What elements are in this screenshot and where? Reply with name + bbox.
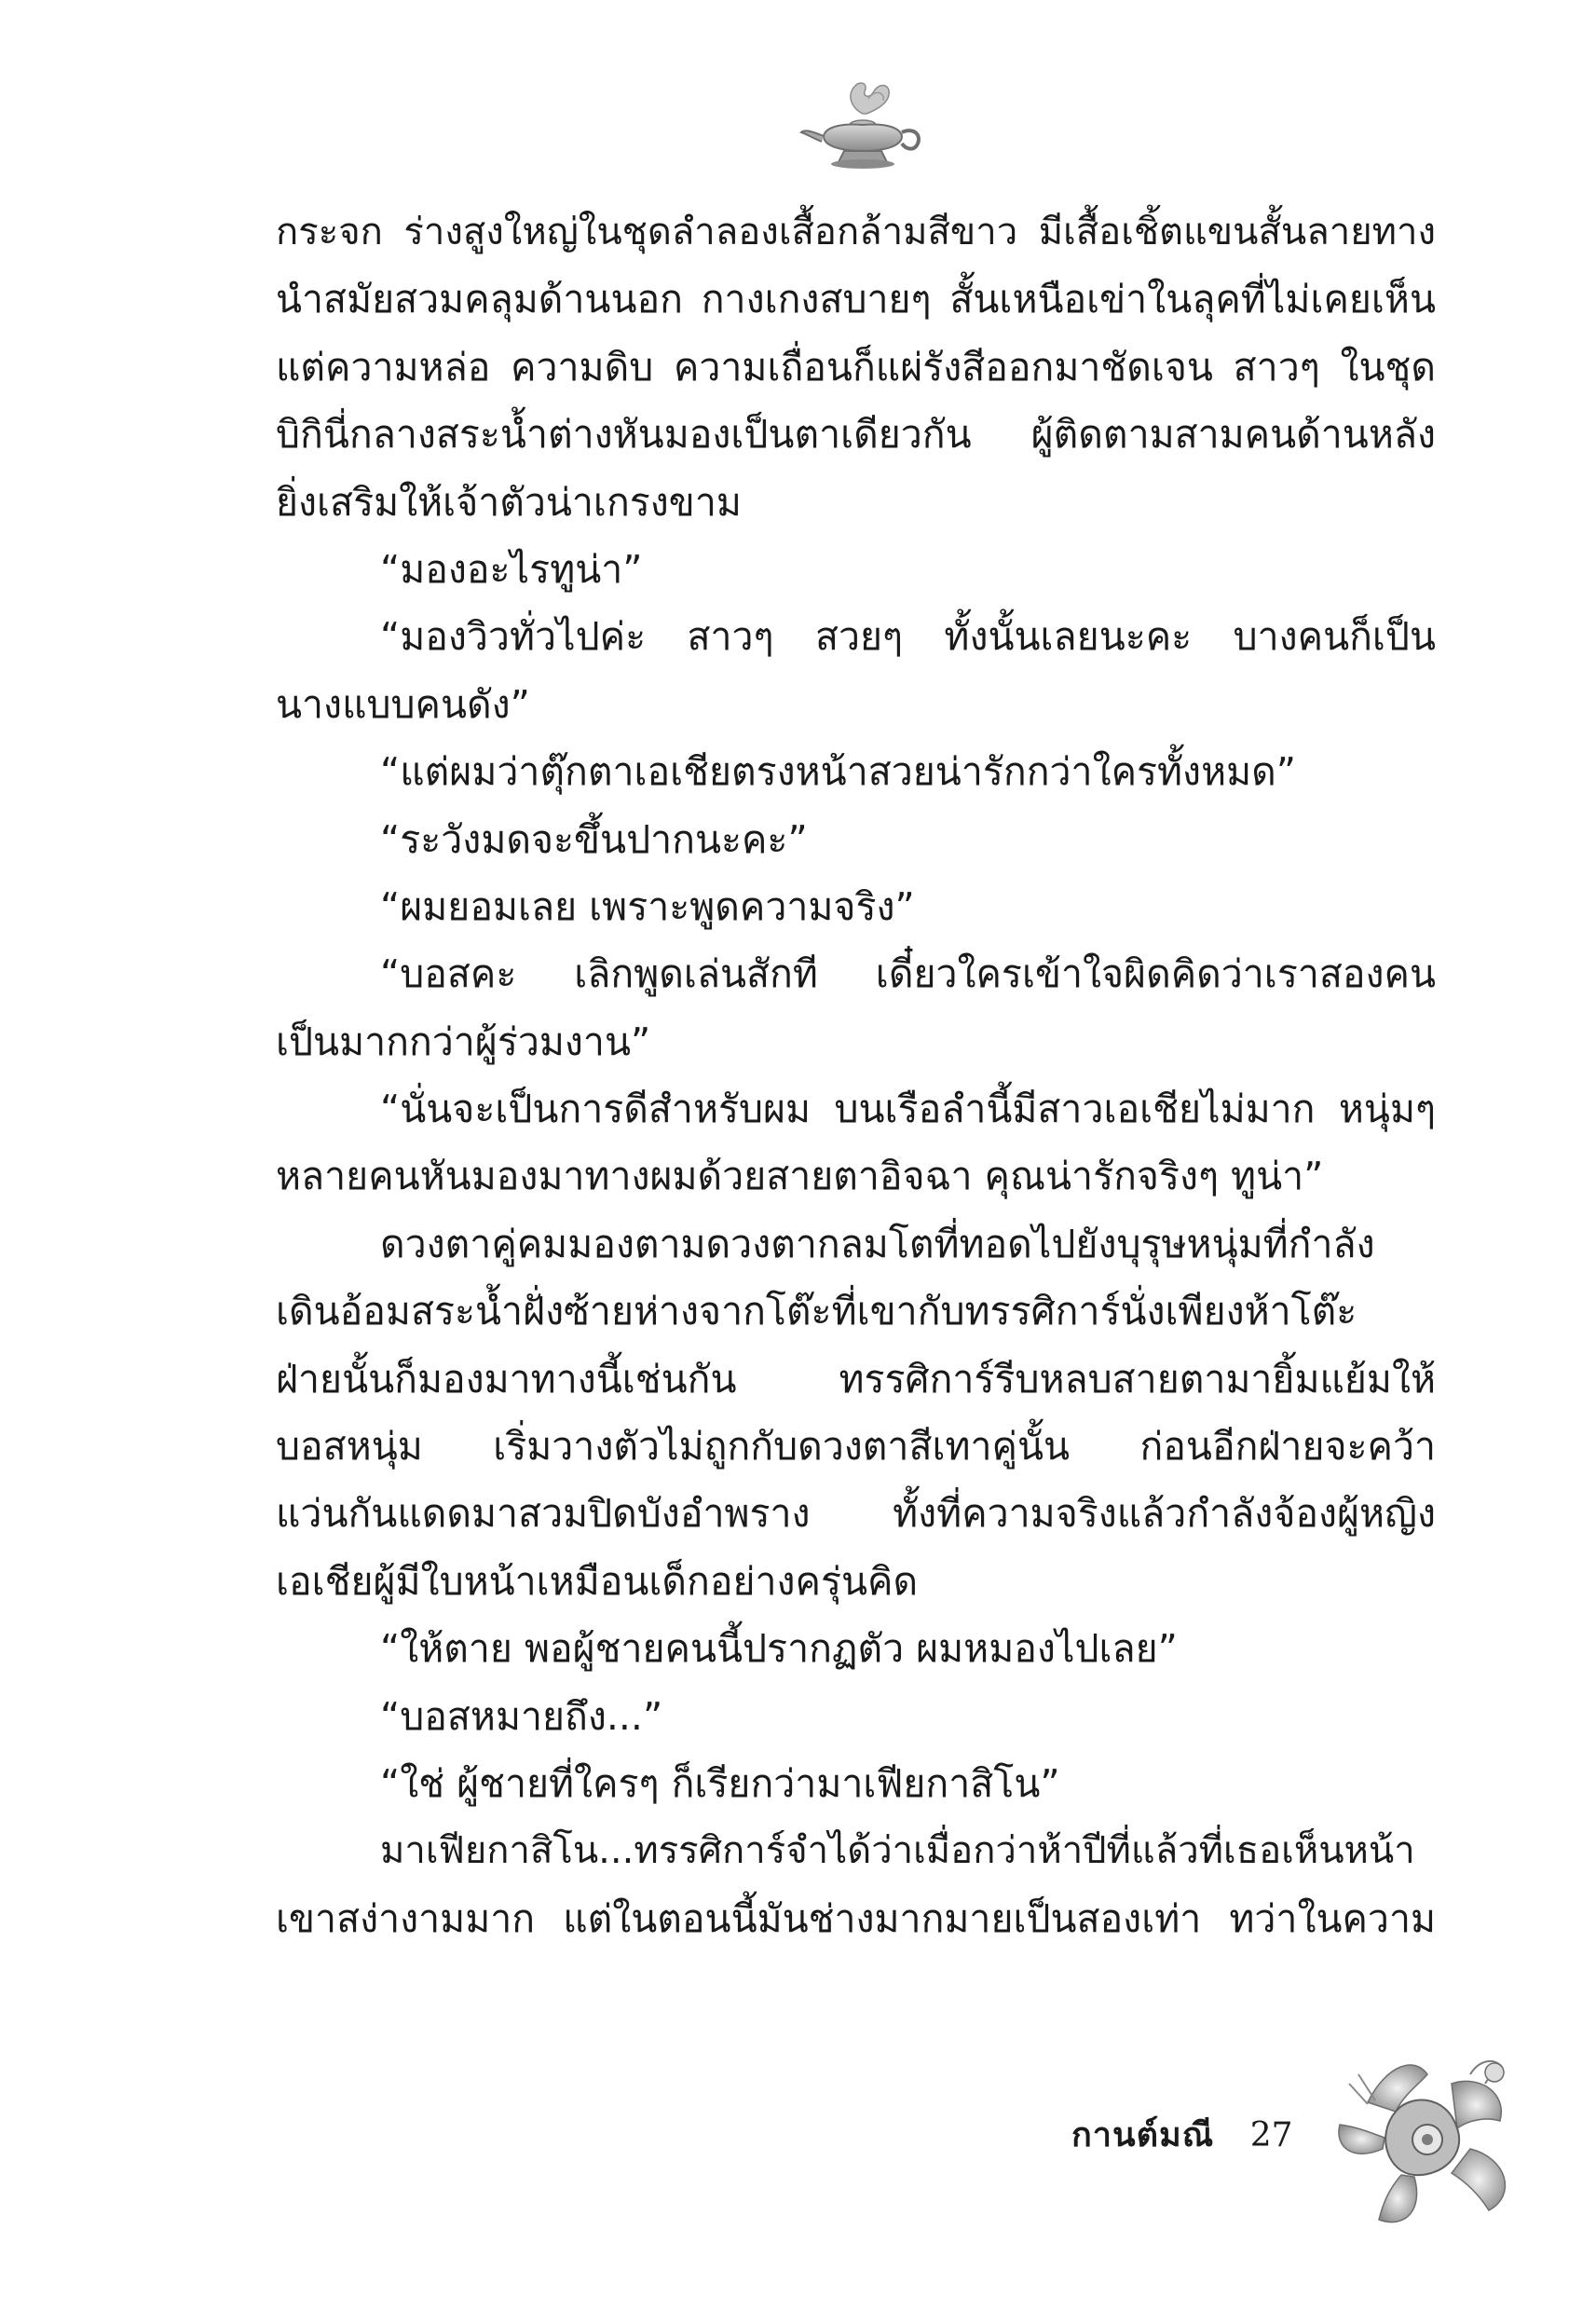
text-line: ฝ่ายนั้นก็มองมาทางนี้เช่นกัน ทรรศิการ์รีบหลบสายตามายิ้มแย้มให้ [276,1356,1436,1402]
text-line: “ระวังมดจะขึ้นปากนะคะ” [380,816,808,862]
running-footer [1071,2108,1323,2164]
text-line: เป็นมากกว่าผู้ร่วมงาน” [276,1019,651,1064]
text-line: บิกินี่กลางสระน้ำต่างหันมองเป็นตาเดียวกัน ผู้ติดตามสามคนด้านหลัง [276,412,1436,458]
text-line: “บอสคะ เลิกพูดเล่นสักที เดี๋ยวใครเข้าใจผิดคิดว่าเราสองคน [380,951,1436,997]
book-title: กานต์มณี [1071,2116,1215,2154]
page-number: 27 [1249,2116,1293,2154]
text-line: เดินอ้อมสระน้ำฝั่งซ้ายห่างจากโต๊ะที่เขากับทรรศิการ์นั่งเพียงห้าโต๊ะ [276,1289,1357,1334]
text-line: บอสหนุ่ม เริ่มวางตัวไม่ถูกกับดวงตาสีเทาคู่นั้น ก่อนอีกฝ่ายจะคว้า [276,1424,1436,1470]
text-line: หลายคนหันมองมาทางผมด้วยสายตาอิจฉา คุณน่ารักจริงๆ ทูน่า” [276,1154,1324,1199]
text-line: “ใช่ ผู้ชายที่ใครๆ ก็เรียกว่ามาเฟียกาสิโน” [380,1760,1060,1806]
text-line: นางแบบคนดัง” [276,681,530,727]
text-line: เอเชียผู้มีใบหน้าเหมือนเด็กอย่างครุ่นคิด [276,1558,919,1604]
text-line: กระจก ร่างสูงใหญ่ในชุดลำลองเสื้อกล้ามสีขาว มีเสื้อเชิ้ตแขนสั้นลายทาง [276,211,1436,253]
text-line: ยิ่งเสริมให้เจ้าตัวน่าเกรงขาม [276,479,742,525]
text-line: เขาสง่างามมาก แต่ในตอนนี้มันช่างมากมายเป็นสองเท่า ทว่าในความ [276,1895,1436,1941]
text-line: มาเฟียกาสิโน...ทรรศิการ์จำได้ว่าเมื่อกว่าห้าปีที่แล้วที่เธอเห็นหน้า [380,1829,1415,1873]
text-line: “มองวิวทั่วไปค่ะ สาวๆ สวยๆ ทั้งนั้นเลยนะคะ บางคนก็เป็น [380,614,1436,660]
text-line: แต่ความหล่อ ความดิบ ความเถื่อนก็แผ่รังสีออกมาชัดเจน สาวๆ ในชุด [276,344,1436,390]
text-line: “แต่ผมว่าตุ๊กตาเอเชียตรงหน้าสวยน่ารักกว่าใครทั้งหมด” [380,749,1296,795]
flower-ornament-icon [1330,2046,1526,2233]
text-line: นำสมัยสวมคลุมด้านนอก กางเกงสบายๆ สั้นเหนือเข่าในลุคที่ไม่เคยเห็น [276,277,1436,322]
text-line: “นั่นจะเป็นการดีสำหรับผม บนเรือลำนี้มีสาวเอเชียไม่มาก หนุ่มๆ [380,1087,1436,1132]
text-line: แว่นกันแดดมาสวมปิดบังอำพราง ทั้งที่ความจริงแล้วกำลังจ้องผู้หญิง [276,1491,1436,1537]
body-text [276,198,1436,1952]
text-line: “ให้ตาย พอผู้ชายคนนี้ปรากฏตัว ผมหมองไปเลย” [380,1626,1178,1672]
magic-lamp-icon [798,71,928,183]
text-line: “มองอะไรทูน่า” [380,546,643,592]
text-line: “บอสหมายถึง...” [380,1693,663,1739]
text-line: ดวงตาคู่คมมองตามดวงตากลมโตที่ทอดไปยังบุรุษหนุ่มที่กำลัง [380,1221,1375,1266]
text-line: “ผมยอมเลย เพราะพูดความจริง” [380,883,915,929]
